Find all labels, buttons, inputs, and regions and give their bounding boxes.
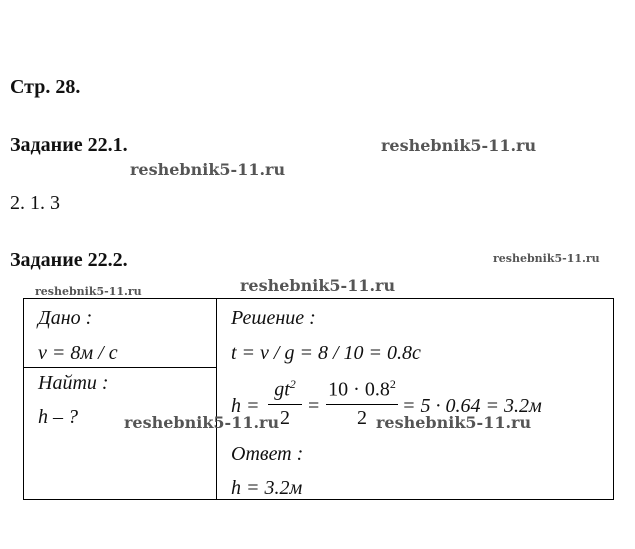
fraction-numeric-bar (326, 404, 398, 405)
watermark: reshebnik5-11.ru (240, 276, 396, 295)
equals-sign: = (308, 395, 320, 417)
find-label: Найти : (38, 372, 109, 394)
task-22-1-answer: 2. 1. 3 (10, 192, 60, 214)
watermark: reshebnik5-11.ru (124, 413, 280, 432)
formula-height-left: h = (231, 395, 260, 417)
watermark: reshebnik5-11.ru (376, 413, 532, 432)
watermark: reshebnik5-11.ru (381, 136, 537, 155)
find-value: h – ? (38, 406, 78, 428)
table-divider-vertical (216, 298, 217, 499)
watermark: reshebnik5-11.ru (35, 285, 142, 298)
fraction-numeric-numerator: $10 \cdot 0.8^2$ (328, 377, 396, 401)
fraction-gt2-denominator: 2 (280, 407, 290, 429)
task-22-1-title: Задание 22.1. (10, 134, 128, 156)
page-label: Стр. 28. (10, 76, 81, 98)
task-22-2-title: Задание 22.2. (10, 249, 128, 271)
fraction-gt2-bar (268, 404, 302, 405)
answer-value: h = 3.2м (231, 477, 303, 499)
fraction-numeric-denominator: 2 (357, 407, 367, 429)
fraction-gt2-numerator: $gt^2$ (274, 377, 296, 401)
watermark: reshebnik5-11.ru (130, 160, 286, 179)
formula-height-right: = 5 · 0.64 = 3.2м (402, 395, 542, 417)
answer-label: Ответ : (231, 443, 304, 465)
watermark: reshebnik5-11.ru (493, 252, 600, 265)
given-value: v = 8м / с (38, 342, 118, 364)
solution-label: Решение : (231, 307, 316, 329)
formula-time: t = v / g = 8 / 10 = 0.8с (231, 342, 421, 364)
table-divider-horizontal (23, 367, 217, 368)
given-label: Дано : (38, 307, 93, 329)
